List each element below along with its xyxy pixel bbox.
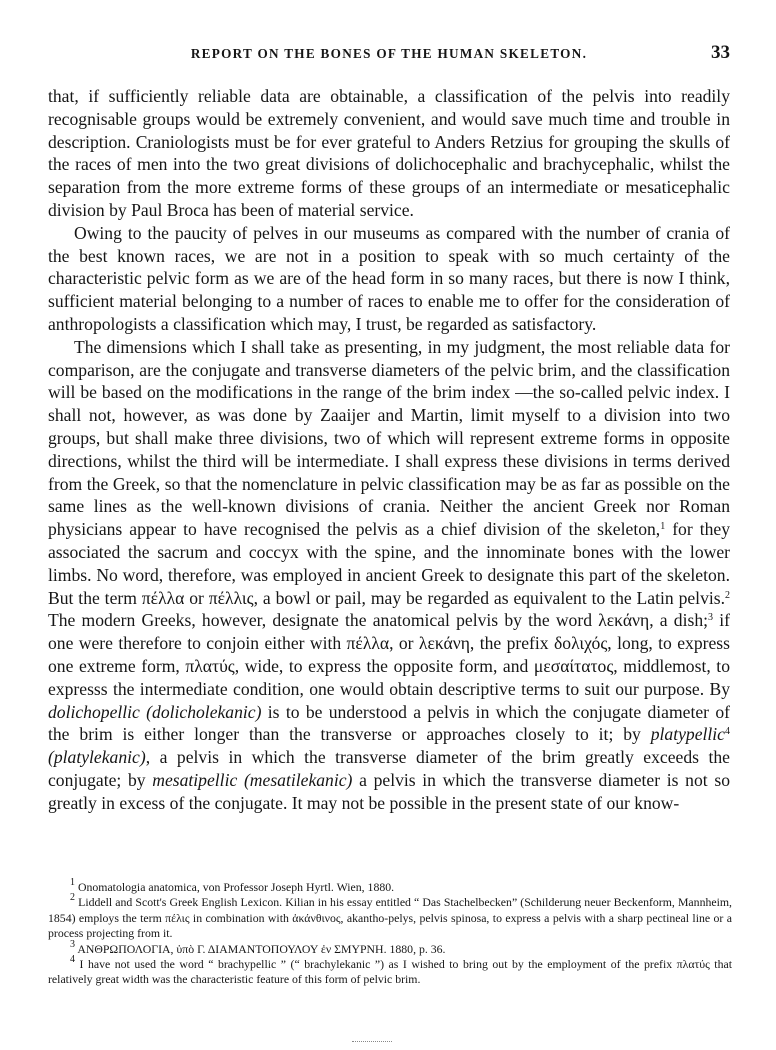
footnote-4-text: I have not used the word “ brachypellic ” (“ brachylekanic ”) as I wished to bring out by the employment of the prefix πλατύς that relatively great width was the characteristic feature of this form of pelvic brim. [48,957,732,987]
footnotes [48,877,733,988]
paragraph-3 [48,336,730,815]
footnote-ref-4: 4 [725,726,730,738]
footnote-ref-2: 2 [725,589,730,601]
footnote-ref-3: 3 [708,612,714,624]
paragraph-3-part-g: a pelvis in which the transverse diameter is not so greatly in excess of the conjugate. It may not be possible in the present state of our know- [48,769,730,813]
paragraph-3-part-d: if one were therefore to conjoin either with πέλλα, or λεκάνη, the prefix δολιχός, long, to express one extreme form, πλατύς, wide, to express the opposite form, and μεσαίτατος, middlemost, to expresss the intermediate condition, one would obtain descriptive terms to suit our purpose. By [48,610,730,699]
paragraph-3-part-e: is to be understood a pelvis in which the conjugate diameter of the brim is either longer than the transverse or approaches closely to it; by [48,701,730,745]
term-platylekanic: (platylekanic) [48,747,146,768]
footnote-2 [48,892,733,941]
paragraph-3-part-f: , a pelvis in which the transverse diameter of the brim greatly exceeds the conjugate; by [48,747,730,790]
term-dolichopellic: dolichopellic [48,701,140,722]
term-mesatipellic: mesatipellic [152,769,238,790]
footnote-3-text: ΑΝΘΡΩΠΟΛΟΓΙΑ, ὑπὸ Γ. ΔΙΑΜΑΝΤΟΠΟΥΛΟΥ ἐν ΣΜΥΡΝΗ. 1880, p. 36. [77,941,446,956]
footnote-3 [48,938,732,957]
paragraph-2: Owing to the paucity of pelves in our museums as compared with the number of crania of the best known races, we are not in a position to speak with so much certainty of the characteristic pelvic form as we are of the head form in so many races, but there is now I think, sufficient material belonging to a number of races to enable me to offer for the consideration of anthropologists a classification which may, I trust, be regarded as satisfactory. [48,222,730,334]
footnote-1-text: Onomatologia anatomica, von Professor Joseph Hyrtl. Wien, 1880. [77,880,395,894]
page-header [48,44,730,68]
page-number: 33 [711,42,730,63]
footnote-2-mark: 2 [70,892,75,904]
term-mesatilekanic: (mesatilekanic) [243,769,353,790]
body-text [48,85,730,815]
paragraph-3-part-a: The dimensions which I shall take as presenting, in my judgment, the most reliable data for comparison, are the conjugate and transverse diameters of the pelvic brim, and the classification will be based on the modifications in the range of the brim index —the so-called pelvic index. I shall not, however, as was done by Zaaijer and Martin, limit myself to a division into two groups, but shall make three divisions, two of which will represent extreme forms in opposite directions, whilst the third will be intermediate. I shall express these divisions in terms derived from the Greek, so that the nomenclature in pelvic classification may be as far as possible on the same lines as the well-known divisions of crania. Neither the ancient Greek nor Roman physicians appear to have recognised the pelvis as a chief division of the skeleton, [48,336,730,540]
paragraph-3-part-c: The modern Greeks, however, designate the anatomical pelvis by the word λεκάνη, a dish; [48,610,709,631]
footnote-1 [48,877,732,895]
footnote-2-text: Liddell and Scott's Greek English Lexicon. Kilian in his essay entitled “ Das Stachelbecken” (Schilderung neuer Beckenform, Mannheim, 1854) employs the term πέλις in combination with ἀκάνθινος, akantho-pelys, pelvis spinosa, to express a pelvis with a sharp pectineal line or a process projecting from it. [48,895,733,941]
paragraph-1: that, if sufficiently reliable data are obtainable, a classification of the pelvis into readily recognisable groups would be extremely convenient, and would save much time and trouble in description. Craniologists must be for ever grateful to Anders Retzius for grouping the skulls of the races of men into the two great divisions of dolichocephalic and brachycephalic, whilst the separation from the more extreme forms of these groups of an intermediate or mesaticephalic division by Paul Broca has been of material service. [48,86,730,220]
footnote-1-mark: 1 [70,877,75,888]
term-dolicholekanic: (dolicholekanic) [146,701,262,722]
footnote-3-mark: 3 [70,938,75,950]
footnote-4 [48,954,732,988]
footnote-ref-1: 1 [660,521,666,533]
running-title: REPORT ON THE BONES OF THE HUMAN SKELETON. [190,46,588,61]
footnote-4-mark: 4 [70,954,75,966]
bottom-divider [352,1041,392,1045]
paragraph-3-part-b: for they associated the sacrum and coccyx with the spine, and the innominate bones with the lower limbs. No word, therefore, was employed in ancient Greek to designate this part of the skeleton. But the term πέλλα or πέλλις, a bowl or pail, may be regarded as equivalent to the Latin pelvis. [48,519,730,608]
term-platypellic: platypellic [650,724,725,745]
